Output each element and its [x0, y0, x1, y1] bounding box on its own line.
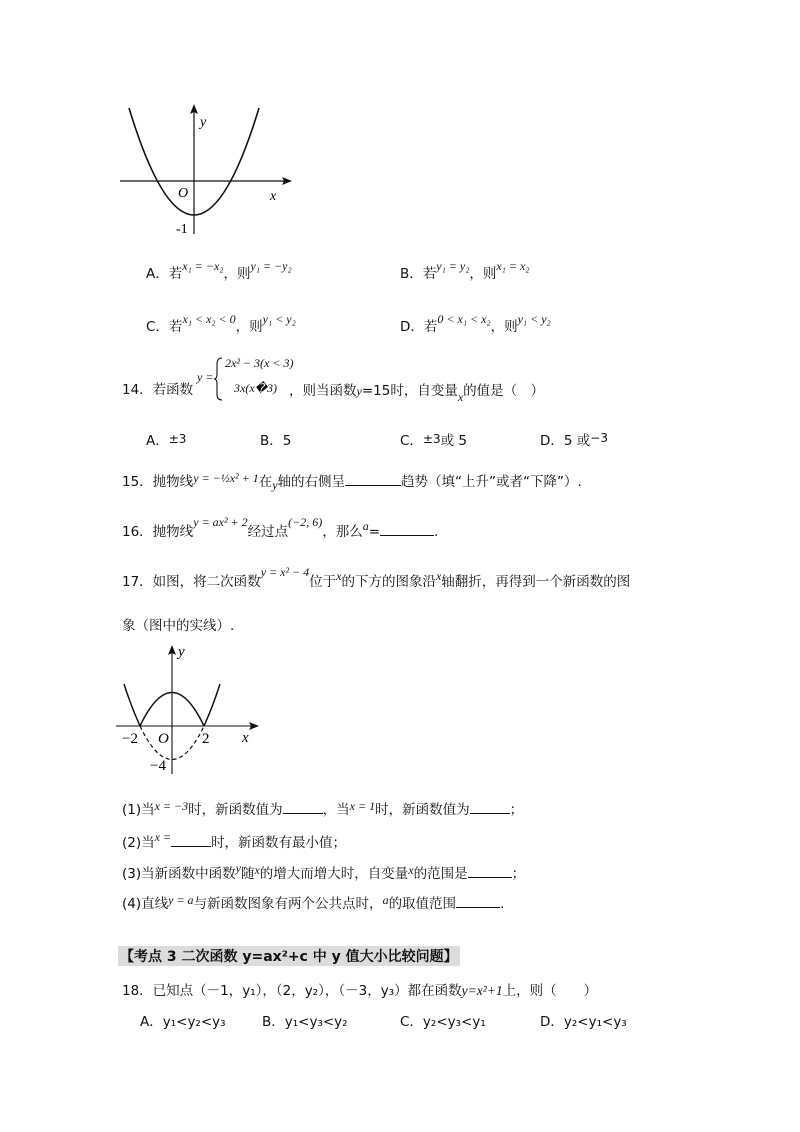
q14-case-2: 3x(x�3)	[234, 381, 277, 395]
q17-sub-3: (3)当新函数中函数y随x的增大而增大时，自变量x的范围是 ；	[122, 861, 526, 882]
q16-answer-blank[interactable]	[380, 521, 434, 536]
piecewise-brace	[214, 356, 224, 402]
q17-sub-4: (4)直线y = a与新函数图象有两个公共点时，a的取值范围 .	[122, 893, 505, 912]
x-axis-label-2: x	[242, 730, 249, 746]
q13-option-c[interactable]: C．若x₁ < x₂ < 0，则y₁ < y₂	[146, 312, 296, 335]
q13-option-d[interactable]: D．若0 < x₁ < x₂，则y₁ < y₂	[400, 312, 551, 335]
origin-label: O	[178, 186, 189, 201]
tick-pos2: 2	[202, 731, 210, 747]
q17-1-blank-a[interactable]	[283, 799, 323, 814]
q14-case-1: 2x² − 3(x < 3)	[225, 356, 294, 370]
parabola-graph-1	[110, 100, 300, 240]
q17-3-blank[interactable]	[468, 863, 512, 878]
y-axis-label-2: y	[178, 644, 185, 660]
q16-question: 16．抛物线y = ax² + 2经过点(−2, 6)，那么a= .	[122, 515, 439, 540]
section-heading: 【考点 3 二次函数 y=ax²+c 中 y 值大小比较问题】	[118, 946, 460, 966]
tick-neg4: −4	[150, 758, 166, 774]
q14-question: ，则当函数y=15时，自变量x的值是（ ）	[289, 383, 545, 404]
intercept-label: -1	[176, 222, 188, 237]
tick-neg2: −2	[122, 731, 138, 747]
q17-4-blank[interactable]	[456, 893, 500, 908]
q14-option-c[interactable]: C．±3或 5	[400, 432, 468, 449]
q14-fn-y: y =	[197, 370, 214, 384]
q14-option-a[interactable]: A．±3	[146, 432, 187, 449]
q18-option-a[interactable]: A．y₁<y₂<y₃	[140, 1014, 226, 1030]
q14-option-b[interactable]: B．5	[260, 433, 292, 449]
q14-option-d[interactable]: D．5 或−3	[540, 431, 608, 449]
q18-question: 18．已知点（－1，y₁），（2，y₂），（－3，y₃）都在函数y=x²+1上，则（ ）	[122, 983, 598, 999]
q17-sub-1: (1)当x = −3时，新函数值为 ，当x = 1时，新函数值为 ；	[122, 799, 524, 818]
q13-option-a[interactable]: A．若x₁ = −x₂，则y₁ = −y₂	[146, 259, 292, 282]
q15-question: 15．抛物线y = −½x² + 1在y轴的右侧呈 趋势（填“上升”或者“下降”）.	[122, 471, 582, 492]
q17-1-blank-b[interactable]	[470, 799, 510, 814]
q17-2-blank[interactable]	[171, 832, 211, 847]
y-axis-label: y	[200, 115, 207, 130]
x-axis-label: x	[270, 189, 277, 204]
q14-prefix: 14．若函数	[122, 382, 194, 398]
q13-option-b[interactable]: B．若y₁ = y₂，则x₁ = x₂	[400, 259, 530, 282]
q18-option-c[interactable]: C．y₂<y₃<y₁	[400, 1014, 486, 1030]
q17-question: 17．如图，将二次函数y = x² − 4位于x的下方的图象沿x轴翻折，再得到一个新函数的图	[122, 565, 631, 590]
q18-option-b[interactable]: B．y₁<y₃<y₂	[262, 1014, 348, 1030]
q18-option-d[interactable]: D．y₂<y₁<y₃	[540, 1014, 627, 1030]
q17-sub-2: (2)当x = 时，新函数有最小值；	[122, 830, 347, 851]
origin-label-2: O	[158, 731, 169, 747]
q15-answer-blank[interactable]	[345, 471, 401, 486]
q17-line-2: 象（图中的实线）.	[122, 618, 235, 634]
folded-parabola-graph	[110, 640, 270, 778]
